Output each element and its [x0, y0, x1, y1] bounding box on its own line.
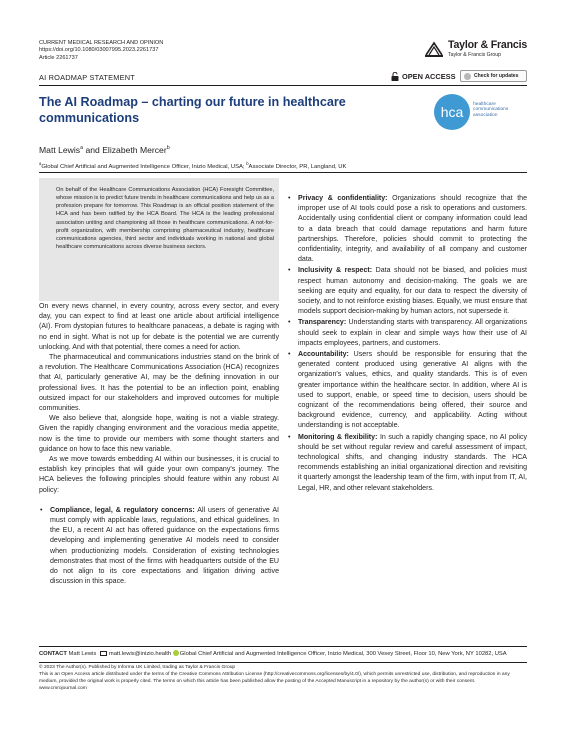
principle-heading: Privacy & confidentiality: — [298, 195, 388, 202]
author-affil-marker: a — [80, 145, 84, 152]
principle-text: In such a rapidly changing space, no AI policy should be set without regular review and careful assessment of impact, technological shifts, and changing industry standards. The HCA recommends establishing an initial organizational direction and revisiting it quarterly amongst the leadership team of the firm, with input from IT, AI, Legal, HR, and other relevant stakeholders. — [298, 433, 527, 492]
abstract-text: On behalf of the Healthcare Communications Association (HCA) Foresight Committee, whose mission is to predict future trends in healthcare communications and help us as a profession prepare for tomorrow. This Roadmap is an official position statement of the HCA and has been ratified by the HCA Board. The HCA is the leading professional association uniting and championing all those in healthcare communications. A not-for-profit organization, with membership comprising pharmaceutical industry, healthcare communications agencies, third sector and individuals working in national and global healthcare communications across diverse business sectors. — [56, 187, 274, 251]
principle-heading: Monitoring & flexibility: — [298, 433, 378, 441]
body-paragraph: On every news channel, in every country, across every sector, and every day, you can expect to find at least one article about artificial intelligence (AI). From dystopian futures to healthcare panaceas, a debate is raging with no end in sight. What is not up for debate is the potential we are currently unlocking. And with that potential, there comes a need for action. — [39, 303, 279, 351]
principle-item — [287, 318, 527, 349]
body-paragraph: As we move towards embedding AI within our businesses, it is crucial to establish key principles that will guide your own company's journey. The HCA believes the following principles should feature within any robust AI policy: — [39, 456, 279, 494]
license-text: This is an Open Access article distributed under the terms of the Creative Commons Attribution License (http://creativecommons.org/licenses/by/4.0/), which permits unrestricted use, distribution, and reproduction in any medium, provided the original work is properly cited. The terms on which this article has been published allow the posting of the Accepted Manuscript in a repository by the author(s) or with their consent. — [39, 671, 510, 684]
check-for-updates-button[interactable] — [460, 70, 527, 82]
header-rule — [39, 85, 527, 86]
hca-word: communications — [473, 107, 509, 113]
journal-name: CURRENT MEDICAL RESEARCH AND OPINION — [39, 40, 164, 46]
publisher-group: Taylor & Francis Group — [448, 52, 502, 58]
open-access-label: OPEN ACCESS — [402, 72, 456, 81]
principle-text: Organizations should recognize that the improper use of AI tools could pose a risk to operations and customers. Accidentally using confidential client or company information could lead to a data breach that could damage reputations and harm future partnerships. Therefore, policies should commit to protecting the confidentiality, integrity, and availability of all company and customer data. — [298, 195, 527, 264]
principle-item — [287, 194, 527, 265]
principle-heading: Transparency: — [298, 319, 347, 327]
principles-list-continued — [287, 194, 527, 494]
body-paragraph: We also believe that, alongside hope, waiting is not a viable strategy. Given the rapidly changing environment and the voracious media appetite, now is the time to provide our members with some thought starters and guidance on how to face this new variable. — [39, 415, 279, 453]
affiliations — [39, 161, 346, 170]
principle-text: Understanding starts with transparency. All organizations should seek to explain in clear and simple ways how their use of AI impacts employees, partners, and customers. — [298, 319, 527, 347]
body-paragraph: The pharmaceutical and communications industries stand on the brink of a revolution. The Healthcare Communications Association (HCA) recognizes that AI, particularly generative AI, may be the defining innovation in our professional lives. It has the potential to be an inflection point, enabling outsized impact for our stakeholders and improved outcomes for multiple communities. — [39, 354, 279, 413]
affiliation: Global Chief Artificial and Augmented Intelligence Officer, Inizio Medical, USA; — [41, 163, 247, 170]
journal-website[interactable]: www.cmrojournal.com — [39, 685, 87, 691]
principle-text: Data should not be biased, and policies must respect human autonomy and decision-making. The goals we are seeking are equity and equality, for our data to respect the diversity of society, and to not reinforce existing biases. Equally, we must ensure that models support decision-making by human actors, not supersede it. — [298, 267, 528, 316]
affil-marker: a — [39, 161, 42, 166]
principle-item — [287, 266, 527, 317]
author-affil-marker: b — [166, 145, 170, 152]
contact-name: Matt Lewis — [68, 651, 97, 657]
author-separator: and — [83, 145, 103, 155]
footer-inner-rule — [39, 662, 527, 663]
contact-address: Global Chief Artificial and Augmented Intelligence Officer, Inizio Medical, 300 Vesey Street, Floor 10, New York, NY 10282, USA — [179, 651, 507, 657]
affil-marker: b — [246, 161, 249, 166]
hca-logo-mark: hca — [434, 94, 470, 130]
footer-rule — [39, 646, 527, 647]
author-name[interactable]: Matt Lewis — [39, 145, 81, 155]
body-left-column — [39, 302, 279, 587]
orcid-icon[interactable] — [173, 650, 179, 656]
article-title: The AI Roadmap – charting our future in healthcare communications — [39, 95, 346, 125]
authors — [39, 145, 170, 155]
principle-heading: Inclusivity & respect: — [298, 267, 373, 275]
hca-word: healthcare — [473, 102, 496, 107]
principle-heading: Compliance, legal, & regulatory concerns: — [50, 506, 195, 514]
article-number: Article 2261737 — [39, 54, 78, 61]
section-label: AI ROADMAP STATEMENT — [39, 73, 135, 82]
publisher-name: Taylor & Francis — [448, 39, 528, 51]
check-updates-label: Check for updates — [474, 73, 519, 79]
principle-heading: Accountability: — [298, 351, 349, 359]
abstract-box — [39, 178, 279, 301]
affiliation: Associate Director, PR, Langland, UK — [248, 163, 347, 170]
principle-item — [287, 350, 527, 432]
footer — [39, 650, 527, 692]
contact-line — [39, 650, 527, 659]
copyright: © 2023 The Author(s). Published by Informa UK Limited, trading as Taylor & Francis Group — [39, 664, 236, 670]
open-access-badge — [391, 72, 456, 81]
principle-text: Users should be responsible for ensuring that the generated content produced using generative AI aligns with the organization's values, ethics, and quality standards. This is of even greater importance within the healthcare sector. In addition, where AI is used to support, enable, or speed time to decision, users should be cognizant of the recommendations being offered, their source and background evidence, currency, and applicability. Acting without understanding is not acceptable. — [298, 351, 527, 430]
journal-info — [39, 40, 163, 62]
contact-email[interactable]: matt.lewis@inizio.health — [108, 651, 172, 657]
publisher-logo[interactable] — [423, 37, 527, 63]
open-lock-icon — [391, 72, 399, 81]
body-right-column — [287, 194, 527, 494]
title-rule — [39, 172, 527, 173]
principles-list — [39, 506, 279, 588]
doi-link[interactable]: https://doi.org/10.1080/03007995.2023.2261737 — [39, 47, 159, 54]
contact-label: CONTACT — [39, 651, 67, 657]
principle-text: All users of generative AI must comply with applicable laws, regulations, and ethical guidelines. In the EU, a recent AI act has offered guidance on the expectations firms developing and implementing generative AI models need to consider when productionizing models. Consideration of existing technologies demonstrates that most of the firms with headquarters outside of the EU do not align to its core expectations and litigation driving active discussion in this space. — [50, 506, 279, 586]
principle-item — [39, 506, 279, 588]
book-icon — [423, 37, 445, 59]
author-name[interactable]: Elizabeth Mercer — [102, 145, 167, 155]
hca-logo-words — [473, 102, 508, 118]
hca-word: association — [473, 112, 498, 118]
update-icon — [464, 73, 471, 80]
legal-text — [39, 665, 527, 693]
principle-item — [287, 433, 527, 494]
hca-logo — [434, 94, 524, 134]
email-icon — [100, 651, 107, 656]
